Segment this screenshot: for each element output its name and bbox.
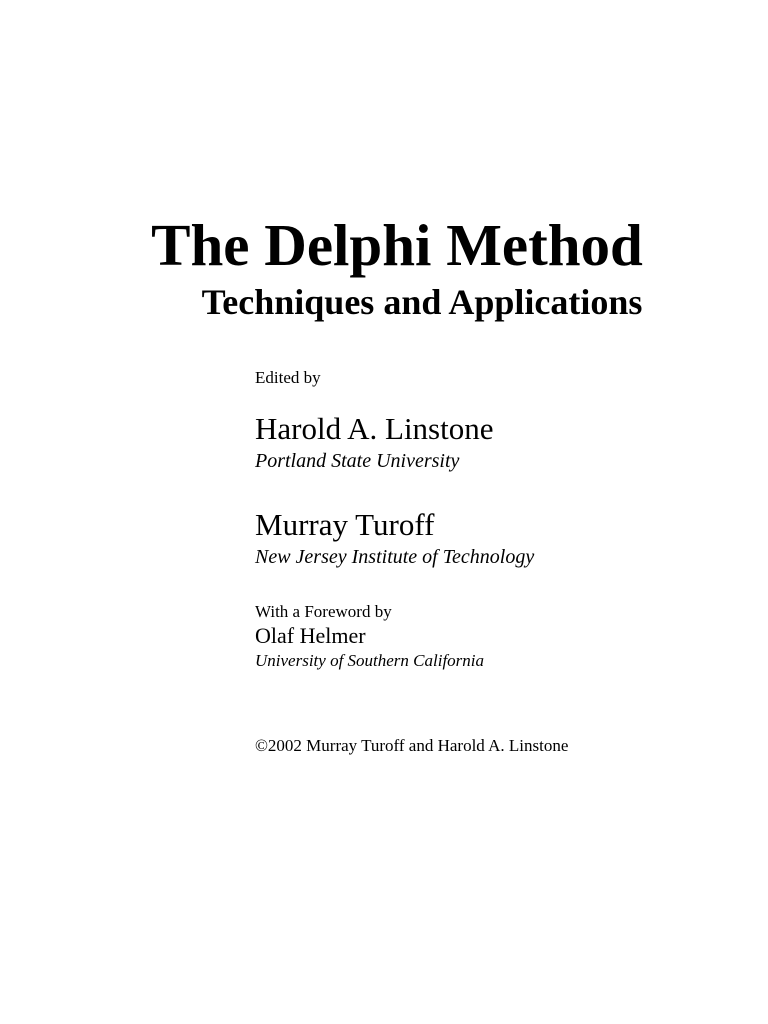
foreword-author-affiliation: University of Southern California [255,651,485,670]
copyright-notice: ©2002 Murray Turoff and Harold A. Linstone [255,736,569,755]
foreword-label: With a Foreword by [255,602,392,621]
book-subtitle: Techniques and Applications [201,282,643,322]
foreword-author-name: Olaf Helmer [255,623,366,648]
edited-by-label: Edited by [255,368,321,387]
editor-affiliation-1: Portland State University [255,450,460,472]
book-title: The Delphi Method [151,212,643,278]
editor-name-2: Murray Turoff [255,507,435,542]
editor-affiliation-2: New Jersey Institute of Technology [255,546,535,568]
editor-name-1: Harold A. Linstone [255,411,494,446]
